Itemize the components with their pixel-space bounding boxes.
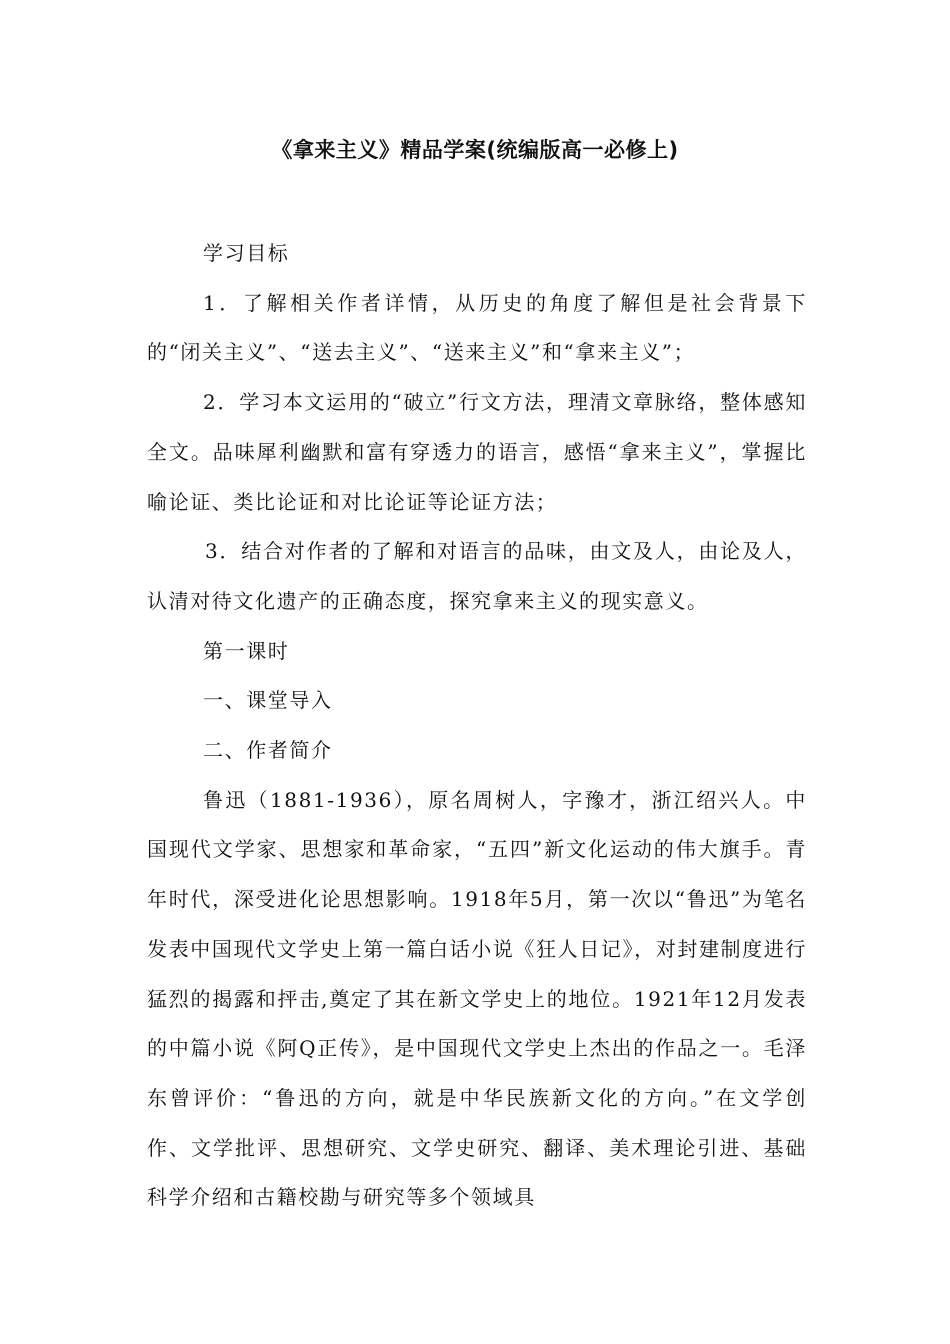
goal-item-1: 1．了解相关作者详情，从历史的角度了解但是社会背景下的“闭关主义”、“送去主义”、“送来主义”和“拿来主义”； <box>147 290 807 365</box>
goal-item-2: 2．学习本文运用的“破立”行文方法，理清文章脉络，整体感知全文。品味犀利幽默和富有穿透力的语言，感悟“拿来主义”，掌握比喻论证、类比论证和对比论证等论证方法； <box>147 390 807 514</box>
document-title: 《拿来主义》精品学案(统编版高一必修上) <box>271 138 679 162</box>
document-body <box>147 229 807 1223</box>
section-heading-author: 二、作者简介 <box>203 738 333 763</box>
section-heading-learning-goals: 学习目标 <box>203 241 290 265</box>
lesson-heading: 第一课时 <box>203 638 290 663</box>
goal-item-3: 3．结合对作者的了解和对语言的品味，由文及人，由论及人，认清对待文化遗产的正确态度，探究拿来主义的现实意义。 <box>147 539 807 613</box>
section-heading-intro: 一、课堂导入 <box>203 688 333 713</box>
author-bio-paragraph: 鲁迅（1881-1936），原名周树人，字豫才，浙江绍兴人。中国现代文学家、思想家和革命家，“五四”新文化运动的伟大旗手。青年时代，深受进化论思想影响。1918年5月，第一次以“鲁迅”为笔名发表中国现代文学史上第一篇白话小说《狂人日记》，对封建制度进行猛烈的揭露和抨击,奠定了其在新文学史上的地位。1921年12月发表的中篇小说《阿Q正传》，是中国现代文学史上杰出的作品之一。毛泽东曾评价：“鲁迅的方向，就是中华民族新文化的方向。”在文学创作、文学批评、思想研究、文学史研究、翻译、美术理论引进、基础科学介绍和古籍校勘与研究等多个领域具 <box>147 787 807 1210</box>
